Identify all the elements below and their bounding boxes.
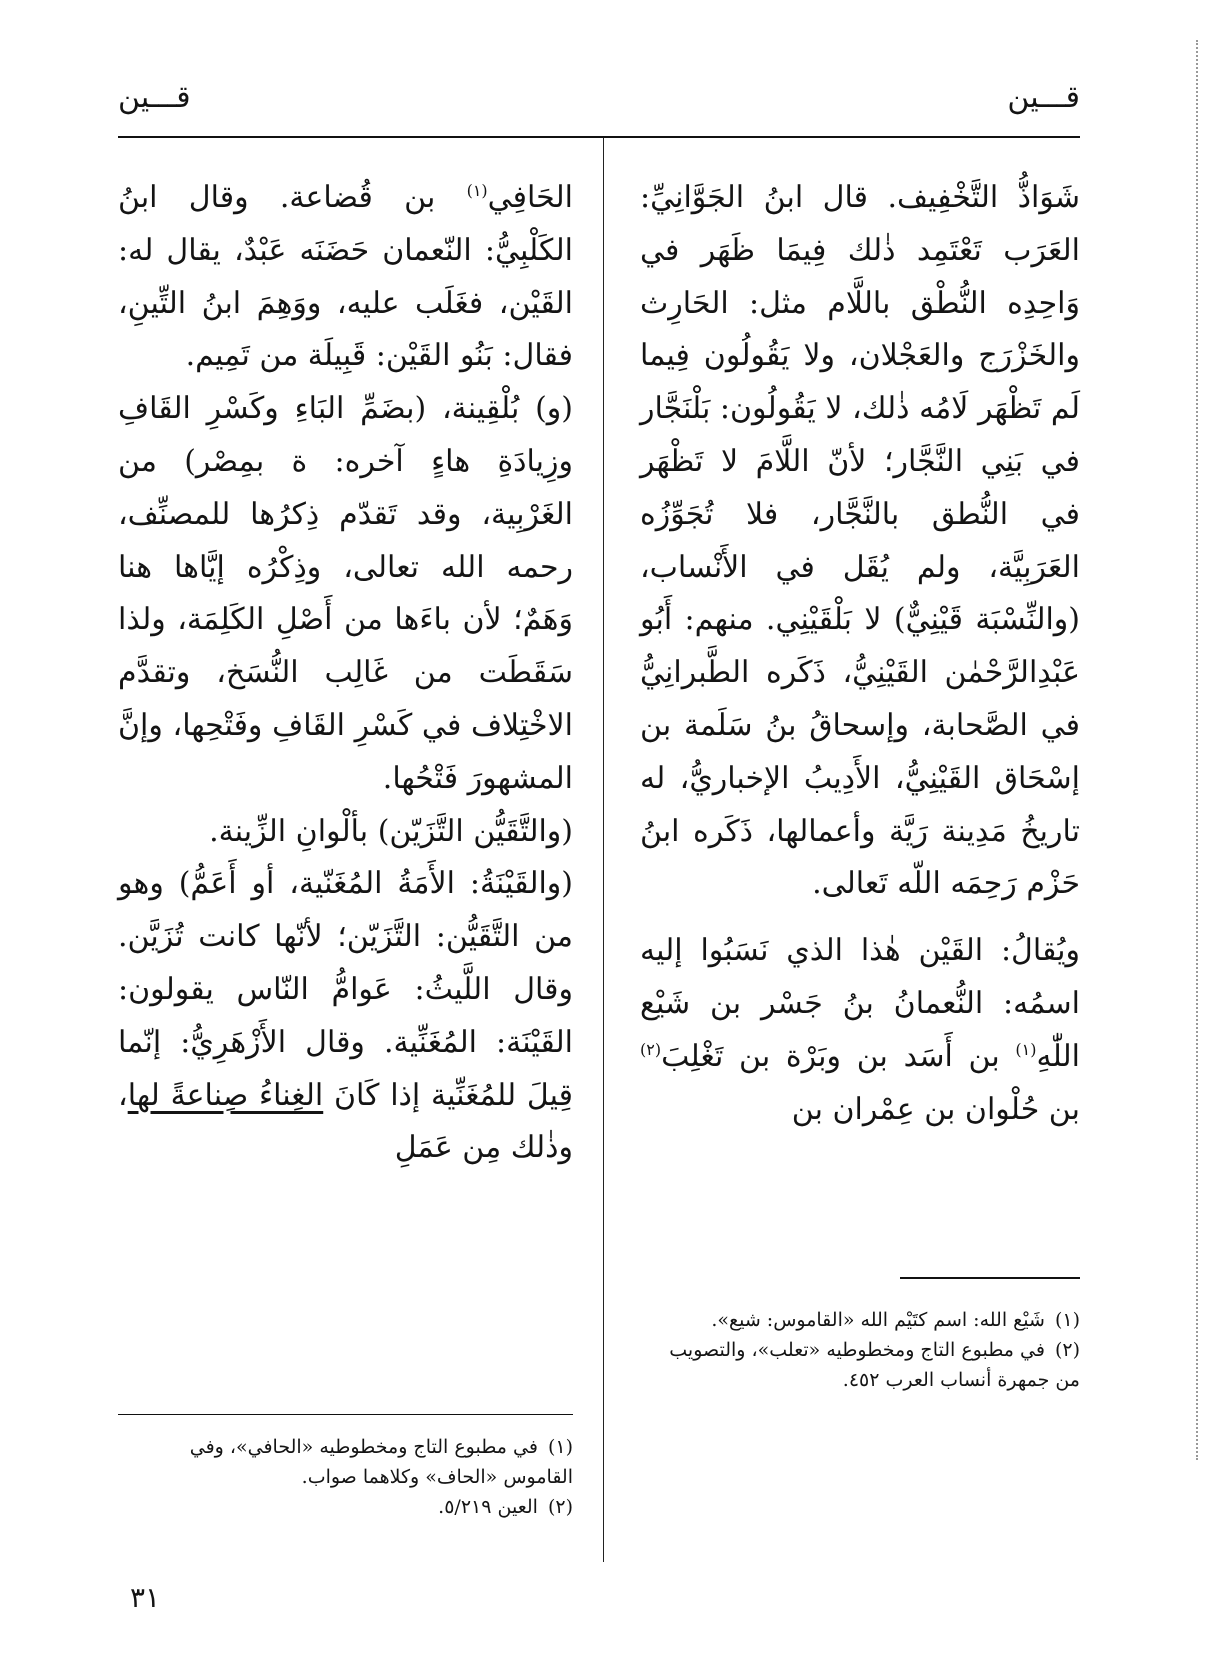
- right-paragraph-2-text-a: ويُقالُ: القَيْن هٰذا الذي نَسَبُوا إليه اسمُه: النُّعمانُ بنُ جَسْر بن شَيْع اللّٰهِ: [640, 933, 1080, 1074]
- footnote: [640, 1305, 1080, 1335]
- right-column: [640, 172, 1080, 1136]
- right-paragraph-2-text-b: بن أَسَد بن وبَرْة بن تَغْلِبَ: [661, 1038, 1016, 1074]
- left-paragraph-1-text-b: بن قُضاعة. وقال ابنُ الكَلْبِيُّ: النّعمان حَضَنَه عَبْدٌ، يقال له: القَيْن، فغَلَب عليه، ووَهِمَ ابنُ التِّينِ، فقال: بَنُو القَيْن: قَبِيلَة من تَمِيم.: [118, 180, 573, 374]
- left-paragraph-2: (و) بُلْقِينة، (بضَمِّ البَاءِ وكَسْرِ القَافِ وزِيادَةِ هاءٍ آخره: ة بمِصْر) من الغَرْبِية، وقد تَقدّم ذِكرُها للمصنِّف، رحمه الله تعالى، وذِكْرُه إيَّاها هنا وَهَمٌ؛ لأن باءَها من أَصْلِ الكَلِمَة، ولذا سَقَطَت من غَالِب النُّسَخ، وتقدَّم الاخْتِلاف في كَسْرِ القَافِ وفَتْحِها، وإنَّ المشهورَ فَتْحُها.: [118, 391, 573, 796]
- left-paragraph-1: [118, 172, 573, 383]
- header-rule: [118, 136, 1080, 138]
- left-paragraph-4-tail: ، وذٰلك مِن عَمَلِ: [118, 1077, 573, 1166]
- footnote: [118, 1492, 573, 1522]
- footnote-text: في مطبوع التاج ومخطوطيه «تعلب»، والتصويب من جمهرة أنساب العرب ٤٥٢.: [669, 1339, 1080, 1391]
- left-paragraph-1-text-a: الحَافِي: [487, 180, 573, 215]
- left-paragraph-4-text: (والقَيْنَةُ: الأَمَةُ المُغَنّية، أو أَعَمُّ) وهو من التَّقَيُّن: التَّزَيّن؛ لأنّها كانت تُزَيَّن. وقال اللَّيثُ: عَوامُّ النّاس يقولون: القَيْنَة: المُغَنِّية. وقال الأَزْهَرِيُّ: إنّما قِيلَ للمُغَنِّية إذا كَانَ: [118, 866, 573, 1113]
- footnote-ref-1: (١): [466, 181, 488, 200]
- page-number: ٣١: [130, 1581, 161, 1614]
- left-paragraph-4: [118, 858, 573, 1175]
- right-paragraph-1: شَوَاذُّ التَّخْفِيف. قال ابنُ الجَوَّانِيِّ: العَرَب تَعْتَمِد ذٰلك فِيمَا ظَهَر في وَاحِدِه النُّطْق باللَّام مثل: الحَارِث والخَزْرَج والعَجْلان، ولا يَقُولُون فِيما لَم تَظْهَر لَامُه ذٰلك، لا يَقُولُون: بَلْنَجَّار في بَنِي النَّجَّار؛ لأنّ اللَّامَ لا تَظْهَر في النُّطق بالنَّجَّار، فلا تُجَوِّزُه العَرَبِيَّة، ولم يُقَل في الأَنْساب، (والنِّسْبَة قَيْنِيٌّ) لا بَلْقَيْنِي. منهم: أَبُو عَبْدِالرَّحْمٰن القَيْنِيُّ، ذَكَره الطَّبرانِيُّ في الصَّحابة، وإسحاقُ بنُ سَلَمة بن إسْحَاق القَيْنِيُّ، الأَدِيبُ الإخباريُّ، له تاريخُ مَدِينة رَيَّة وأعمالها، ذَكَره ابنُ حَزْم رَحِمَه اللّه تَعالى.: [640, 180, 1080, 902]
- footnote-number: (٢): [1054, 1339, 1080, 1361]
- running-headword-right: قـــين: [1007, 80, 1080, 115]
- footnote-number: (٢): [547, 1496, 573, 1518]
- footnote: [118, 1432, 573, 1492]
- right-footnotes: [640, 1305, 1080, 1395]
- right-paragraph-2-text-c: بن حُلْوان بن عِمْران بن: [791, 1091, 1080, 1127]
- footnote-text: العين ٥/٢١٩.: [438, 1496, 538, 1518]
- left-paragraph-3: (والتَّقَيُّن التَّزَيّن) بألْوانِ الزِّينة.: [209, 813, 573, 849]
- underlined-phrase: الغِناءُ صِناعةً لها: [127, 1077, 324, 1113]
- footnote-rule-right: [900, 1277, 1080, 1279]
- scan-margin-marks: [1196, 40, 1200, 1460]
- footnote-rule-left: [118, 1414, 573, 1415]
- running-headword-left: قـــين: [118, 80, 191, 115]
- right-paragraph-2: [640, 925, 1080, 1136]
- left-footnotes: [118, 1432, 573, 1522]
- footnote-text: شَيْع الله: اسم كتَيْم الله «القاموس: شيع».: [711, 1309, 1045, 1331]
- footnote-number: (١): [547, 1436, 573, 1458]
- page-header: [118, 78, 1080, 128]
- footnote-ref-1: (١): [1015, 1039, 1037, 1059]
- footnote-number: (١): [1054, 1309, 1080, 1331]
- column-divider: [603, 138, 604, 1562]
- footnote: [640, 1335, 1080, 1395]
- footnote-text: في مطبوع التاج ومخطوطيه «الحافي»، وفي القاموس «الحاف» وكلاهما صواب.: [189, 1436, 573, 1488]
- left-column: [118, 172, 573, 1175]
- footnote-ref-2: (٢): [640, 1039, 662, 1059]
